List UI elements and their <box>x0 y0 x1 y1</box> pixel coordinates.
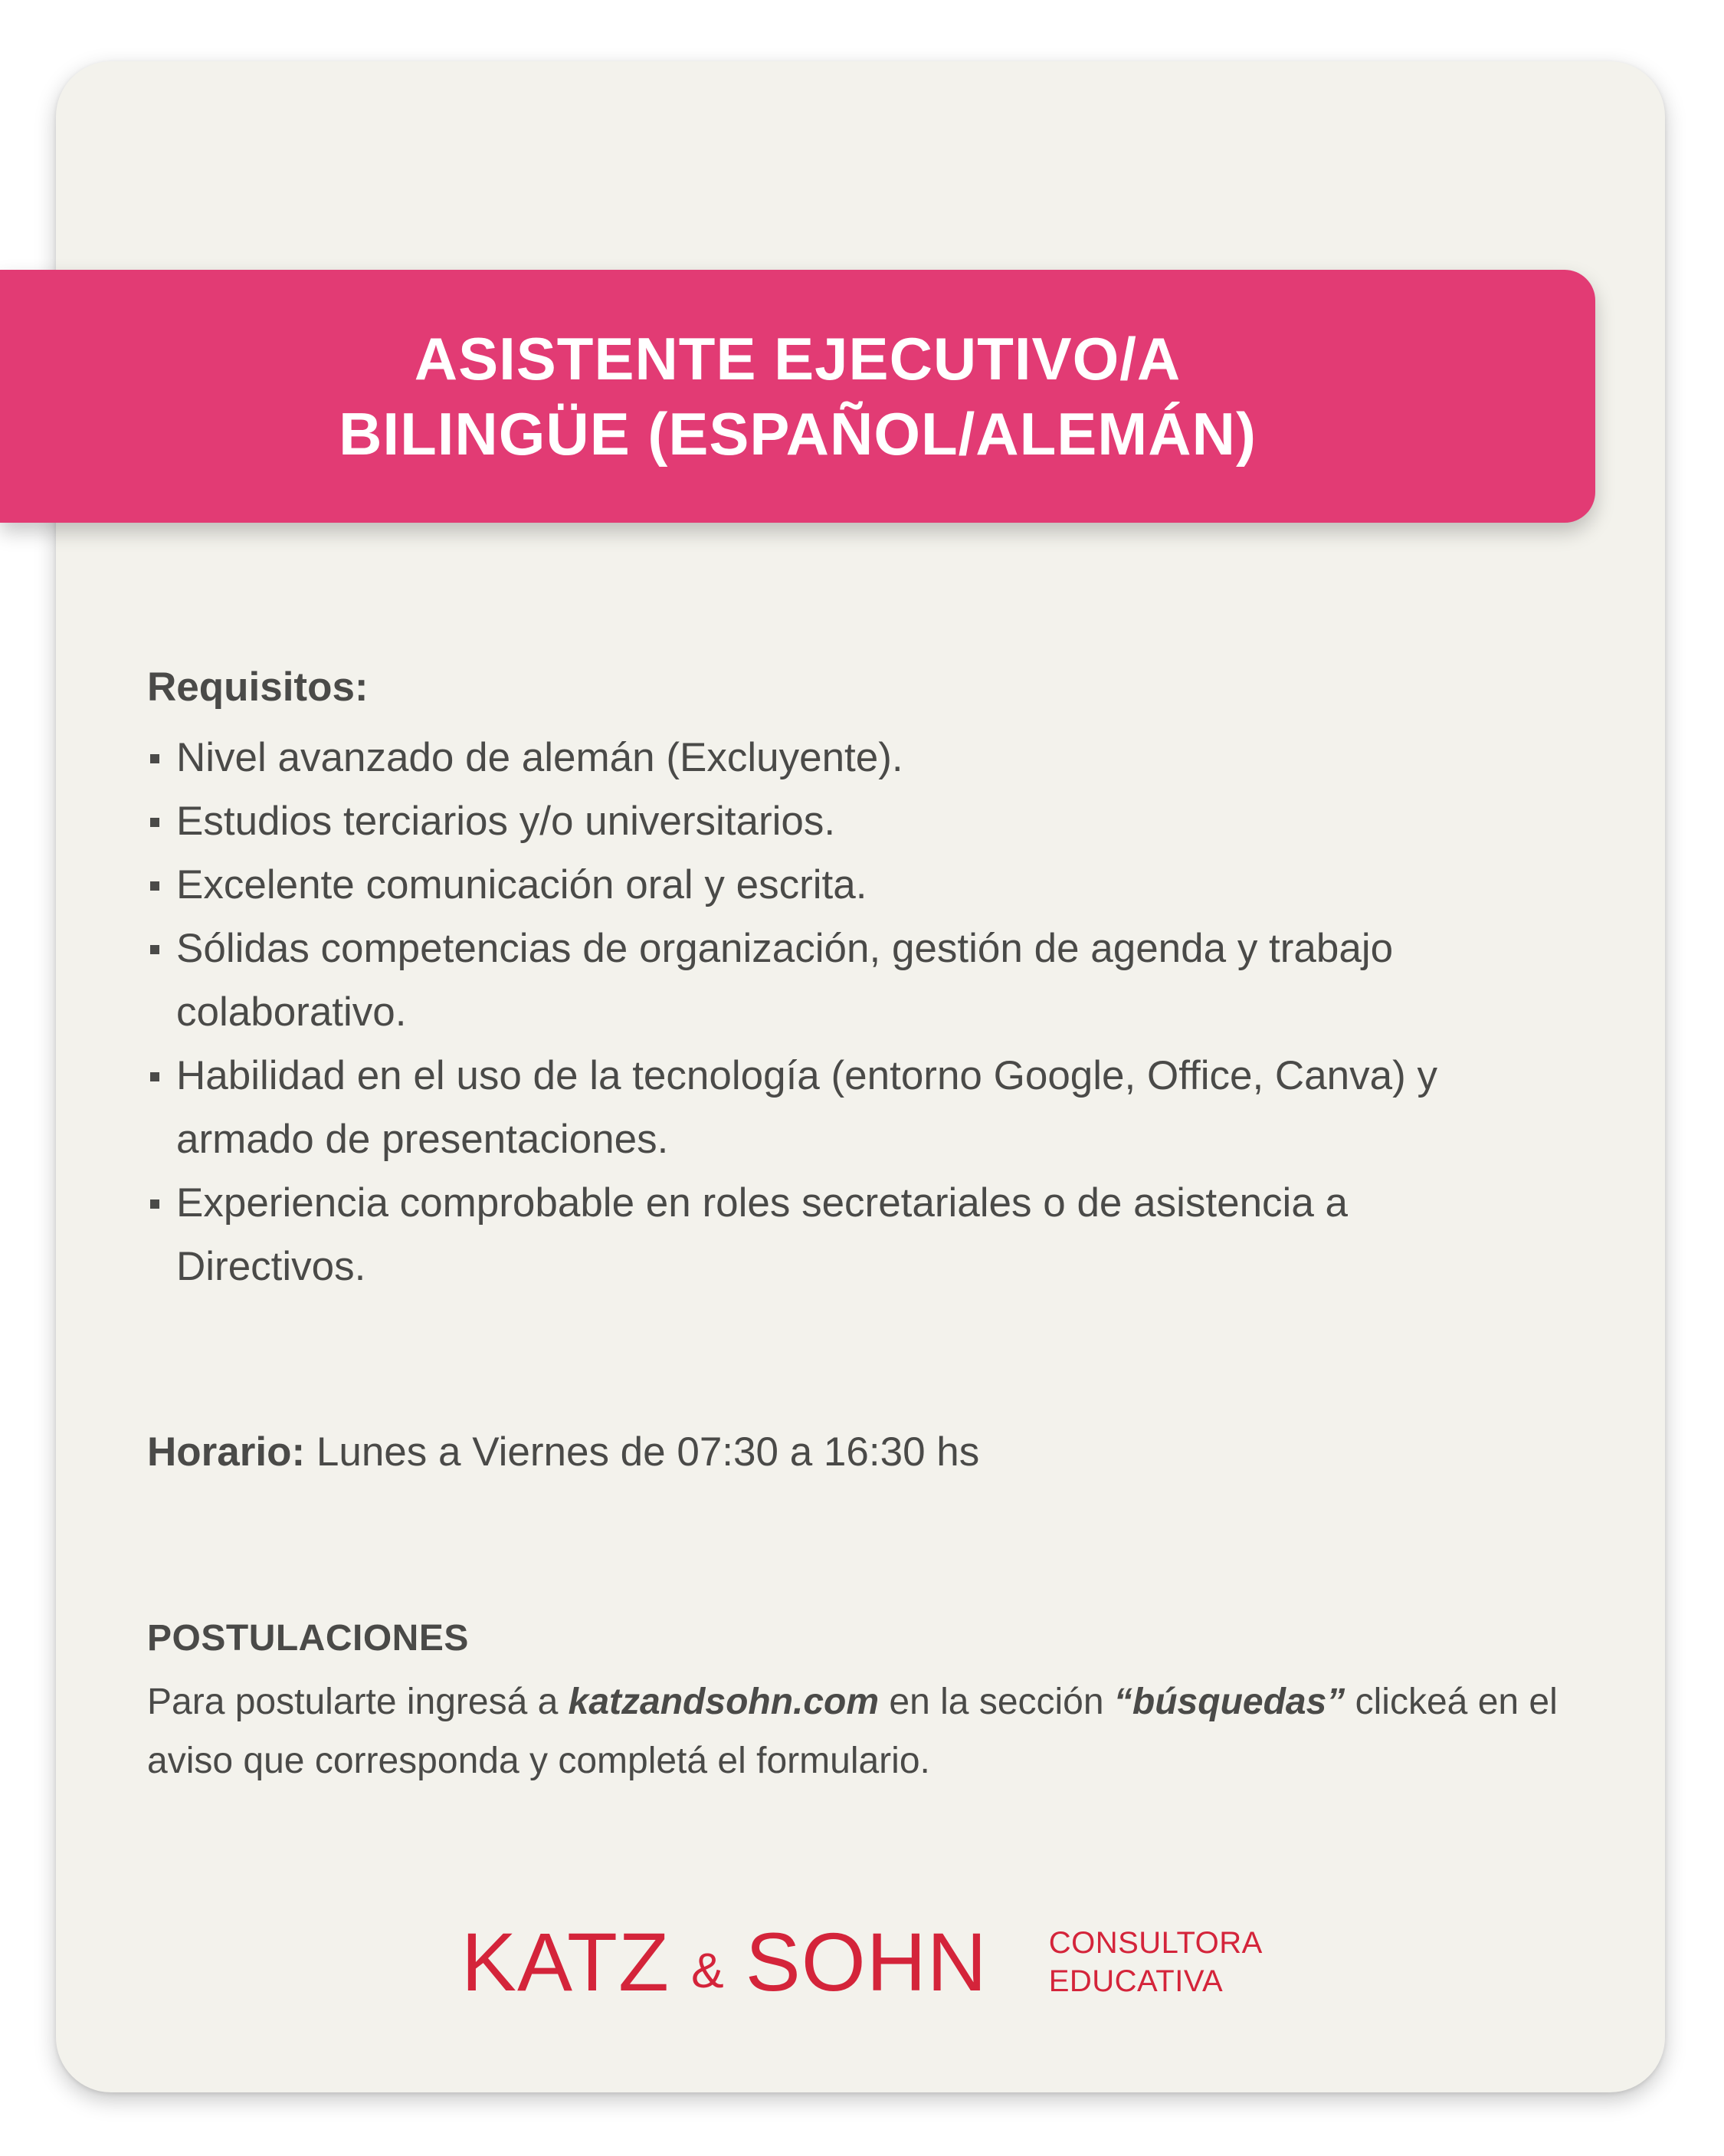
requirement-text: Estudios terciarios y/o universitarios. <box>176 799 836 844</box>
website-link[interactable]: katzandsohn.com <box>568 1682 880 1722</box>
logo-ampersand: & <box>691 1943 724 1998</box>
requirement-text: Nivel avanzado de alemán (Excluyente). <box>176 735 903 780</box>
requirement-item <box>147 1171 1526 1298</box>
applications-heading: POSTULACIONES <box>147 1618 469 1659</box>
title-banner <box>0 270 1595 523</box>
requirements-heading: Requisitos: <box>147 665 369 710</box>
bullet-icon <box>150 818 159 827</box>
requirements-list <box>147 726 1526 1298</box>
requirement-text: Experiencia comprobable en roles secretariales o de asistencia a Directivos. <box>176 1180 1349 1289</box>
section-name: “búsquedas” <box>1113 1682 1345 1722</box>
requirement-item <box>147 726 1526 789</box>
logo-name-sohn: SOHN <box>745 1915 988 2008</box>
requirement-item <box>147 853 1526 917</box>
requirement-item <box>147 917 1526 1044</box>
job-title-line-2: BILINGÜE (ESPAÑOL/ALEMÁN) <box>339 400 1257 468</box>
requirement-item <box>147 789 1526 853</box>
logo-name-katz: KATZ <box>461 1915 670 2008</box>
schedule-label: Horario: <box>147 1429 306 1475</box>
bullet-icon <box>150 1072 159 1081</box>
requirement-text: Sólidas competencias de organización, gestión de agenda y trabajo colaborativo. <box>176 926 1394 1035</box>
bullet-icon <box>150 1199 159 1209</box>
logo-tagline <box>1049 1924 1263 2000</box>
logo-tagline-line-1: CONSULTORA <box>1048 1926 1263 1960</box>
applications-instructions <box>147 1672 1565 1790</box>
company-logo <box>461 1916 1263 2008</box>
schedule <box>147 1426 979 1479</box>
requirement-text: Habilidad en el uso de la tecnología (entorno Google, Office, Canva) y armado de presentaciones. <box>176 1053 1437 1162</box>
requirement-item <box>147 1044 1526 1171</box>
bullet-icon <box>150 754 159 763</box>
instructions-text-end: clickeá en el aviso que corresponda y completá el formulario. <box>147 1682 1558 1781</box>
bullet-icon <box>150 945 159 954</box>
instructions-text-middle: en la sección <box>879 1682 1114 1722</box>
job-title-line-1: ASISTENTE EJECUTIVO/A <box>414 325 1182 392</box>
schedule-value: Lunes a Viernes de 07:30 a 16:30 hs <box>316 1429 980 1475</box>
logo-tagline-line-2: EDUCATIVA <box>1048 1964 1224 1998</box>
bullet-icon <box>150 881 159 891</box>
requirement-text: Excelente comunicación oral y escrita. <box>176 862 867 907</box>
instructions-text-start: Para postularte ingresá a <box>147 1682 569 1722</box>
